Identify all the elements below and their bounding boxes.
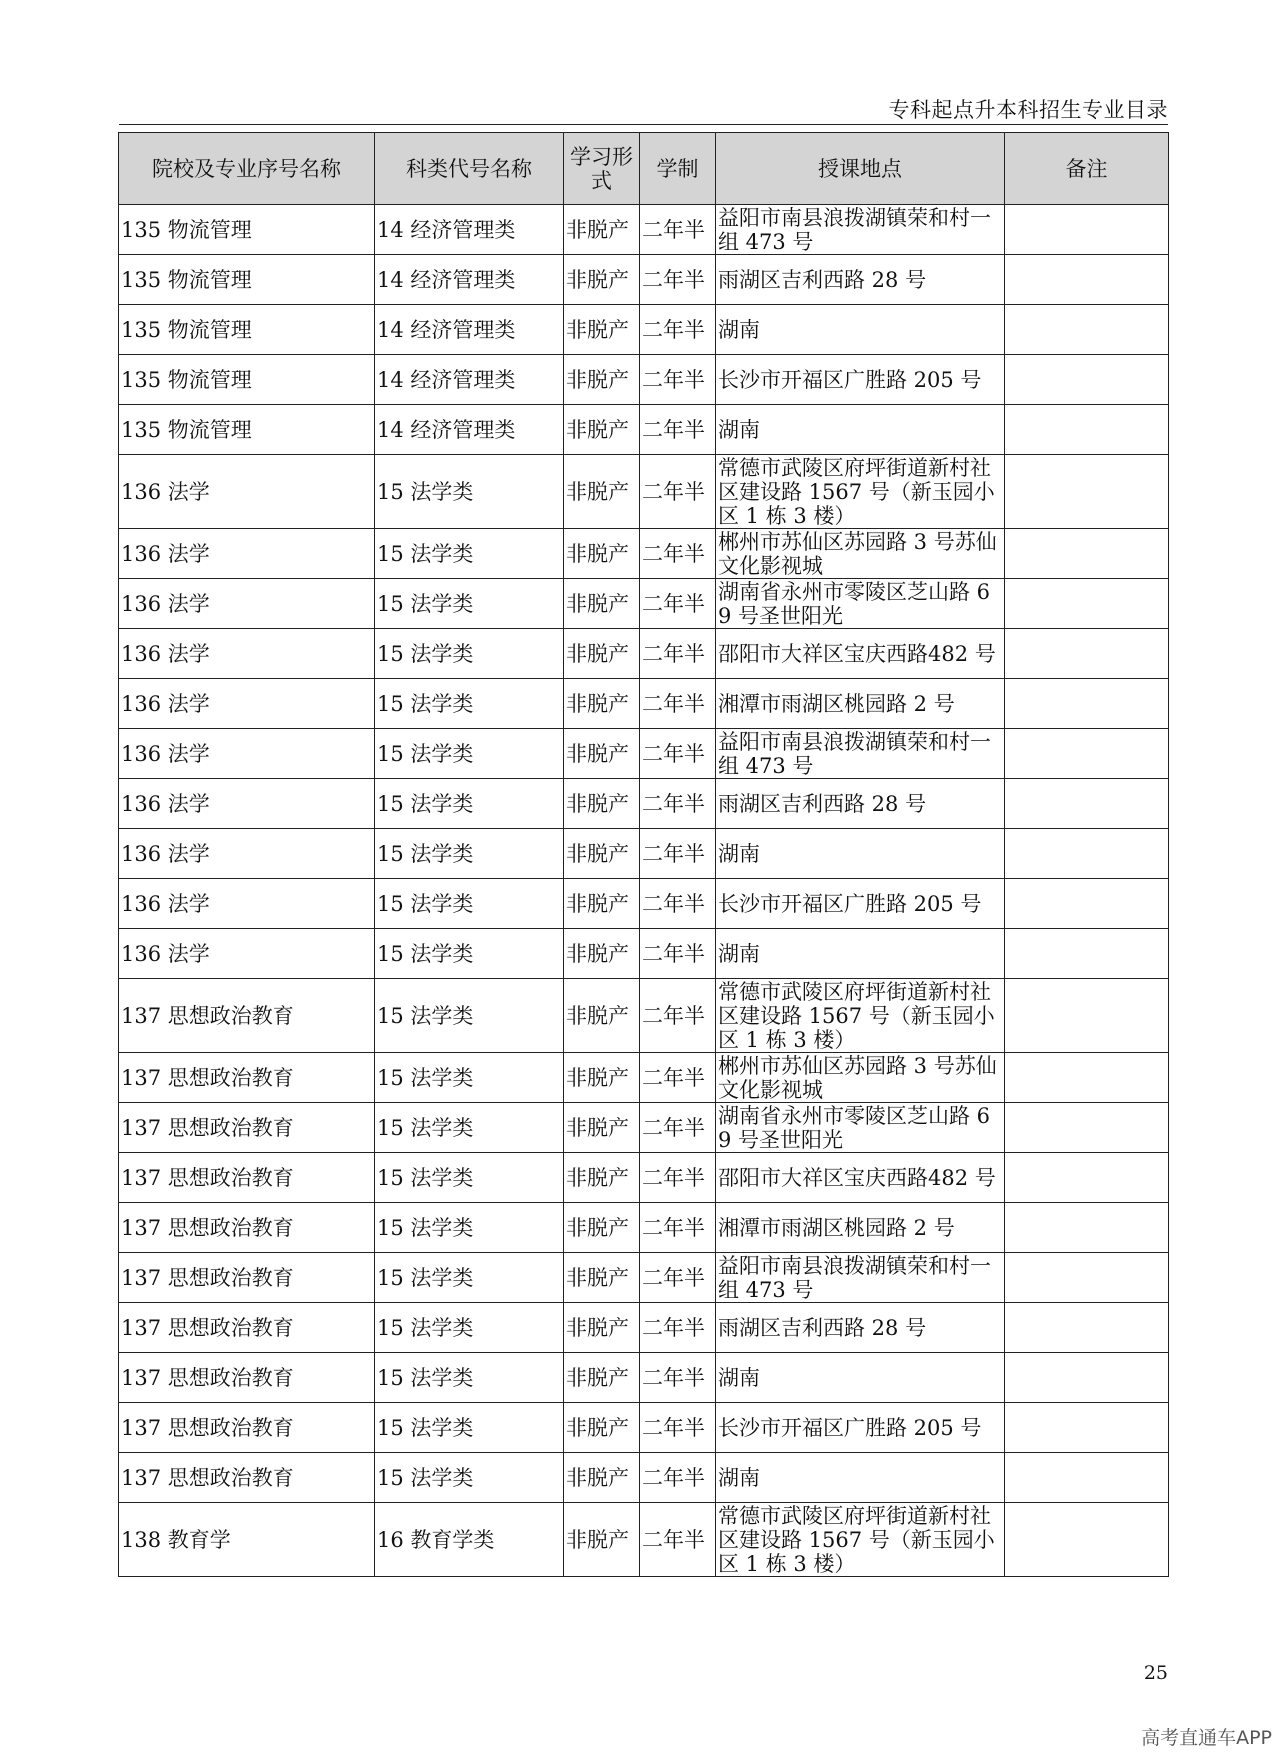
cell-study-form: 非脱产 xyxy=(564,1053,640,1103)
cell-notes xyxy=(1005,979,1169,1053)
cell-category: 15 法学类 xyxy=(375,1303,564,1353)
cell-notes xyxy=(1005,305,1169,355)
cell-duration: 二年半 xyxy=(640,579,716,629)
cell-notes xyxy=(1005,879,1169,929)
column-header-major: 院校及专业序号名称 xyxy=(119,133,375,205)
table-row xyxy=(119,779,1169,829)
cell-duration: 二年半 xyxy=(640,829,716,879)
cell-study-form: 非脱产 xyxy=(564,1153,640,1203)
cell-location: 郴州市苏仙区苏园路 3 号苏仙文化影视城 xyxy=(716,1053,1005,1103)
cell-category: 15 法学类 xyxy=(375,1103,564,1153)
cell-notes xyxy=(1005,1353,1169,1403)
cell-location: 郴州市苏仙区苏园路 3 号苏仙文化影视城 xyxy=(716,529,1005,579)
cell-duration: 二年半 xyxy=(640,1403,716,1453)
cell-major: 137 思想政治教育 xyxy=(119,1453,375,1503)
cell-study-form: 非脱产 xyxy=(564,305,640,355)
cell-notes xyxy=(1005,1103,1169,1153)
cell-notes xyxy=(1005,779,1169,829)
cell-location: 湖南 xyxy=(716,305,1005,355)
cell-study-form: 非脱产 xyxy=(564,929,640,979)
cell-major: 137 思想政治教育 xyxy=(119,1353,375,1403)
cell-category: 15 法学类 xyxy=(375,455,564,529)
table-row xyxy=(119,1153,1169,1203)
table-row xyxy=(119,629,1169,679)
cell-category: 15 法学类 xyxy=(375,879,564,929)
cell-notes xyxy=(1005,1303,1169,1353)
cell-location: 常德市武陵区府坪街道新村社区建设路 1567 号（新玉园小区 1 栋 3 楼） xyxy=(716,979,1005,1053)
cell-notes xyxy=(1005,1053,1169,1103)
cell-category: 14 经济管理类 xyxy=(375,355,564,405)
cell-study-form: 非脱产 xyxy=(564,579,640,629)
cell-category: 15 法学类 xyxy=(375,779,564,829)
cell-location: 湖南省永州市零陵区芝山路 69 号圣世阳光 xyxy=(716,1103,1005,1153)
column-header-study-form: 学习形式 xyxy=(564,133,640,205)
cell-location: 湖南 xyxy=(716,1353,1005,1403)
cell-major: 136 法学 xyxy=(119,529,375,579)
cell-category: 15 法学类 xyxy=(375,579,564,629)
cell-notes xyxy=(1005,1203,1169,1253)
cell-duration: 二年半 xyxy=(640,455,716,529)
cell-study-form: 非脱产 xyxy=(564,1203,640,1253)
cell-category: 14 经济管理类 xyxy=(375,205,564,255)
cell-duration: 二年半 xyxy=(640,729,716,779)
cell-category: 15 法学类 xyxy=(375,679,564,729)
cell-study-form: 非脱产 xyxy=(564,979,640,1053)
cell-category: 15 法学类 xyxy=(375,1353,564,1403)
cell-major: 137 思想政治教育 xyxy=(119,1103,375,1153)
cell-notes xyxy=(1005,929,1169,979)
cell-duration: 二年半 xyxy=(640,355,716,405)
cell-notes xyxy=(1005,455,1169,529)
cell-location: 湖南 xyxy=(716,929,1005,979)
cell-duration: 二年半 xyxy=(640,879,716,929)
cell-study-form: 非脱产 xyxy=(564,455,640,529)
cell-category: 15 法学类 xyxy=(375,1403,564,1453)
cell-category: 15 法学类 xyxy=(375,929,564,979)
cell-study-form: 非脱产 xyxy=(564,1353,640,1403)
table-row xyxy=(119,405,1169,455)
cell-category: 15 法学类 xyxy=(375,629,564,679)
table-row xyxy=(119,1253,1169,1303)
cell-location: 长沙市开福区广胜路 205 号 xyxy=(716,355,1005,405)
cell-major: 136 法学 xyxy=(119,729,375,779)
cell-study-form: 非脱产 xyxy=(564,629,640,679)
table-body xyxy=(119,205,1169,1577)
cell-category: 15 法学类 xyxy=(375,529,564,579)
column-header-notes: 备注 xyxy=(1005,133,1169,205)
watermark-text: 高考直通车APP xyxy=(1141,1727,1272,1749)
cell-location: 常德市武陵区府坪街道新村社区建设路 1567 号（新玉园小区 1 栋 3 楼） xyxy=(716,455,1005,529)
cell-notes xyxy=(1005,629,1169,679)
cell-location: 益阳市南县浪拨湖镇荣和村一组 473 号 xyxy=(716,729,1005,779)
cell-notes xyxy=(1005,1153,1169,1203)
cell-location: 长沙市开福区广胜路 205 号 xyxy=(716,879,1005,929)
cell-study-form: 非脱产 xyxy=(564,205,640,255)
cell-category: 16 教育学类 xyxy=(375,1503,564,1577)
cell-major: 135 物流管理 xyxy=(119,305,375,355)
cell-duration: 二年半 xyxy=(640,1253,716,1303)
cell-major: 136 法学 xyxy=(119,829,375,879)
cell-major: 136 法学 xyxy=(119,679,375,729)
cell-category: 14 经济管理类 xyxy=(375,305,564,355)
cell-duration: 二年半 xyxy=(640,529,716,579)
cell-location: 长沙市开福区广胜路 205 号 xyxy=(716,1403,1005,1453)
table-row xyxy=(119,1053,1169,1103)
cell-study-form: 非脱产 xyxy=(564,1503,640,1577)
cell-category: 15 法学类 xyxy=(375,1253,564,1303)
cell-study-form: 非脱产 xyxy=(564,355,640,405)
cell-duration: 二年半 xyxy=(640,205,716,255)
table-row xyxy=(119,1453,1169,1503)
cell-location: 湘潭市雨湖区桃园路 2 号 xyxy=(716,679,1005,729)
cell-study-form: 非脱产 xyxy=(564,1303,640,1353)
cell-location: 邵阳市大祥区宝庆西路482 号 xyxy=(716,1153,1005,1203)
cell-study-form: 非脱产 xyxy=(564,829,640,879)
cell-major: 137 思想政治教育 xyxy=(119,1403,375,1453)
table-row xyxy=(119,205,1169,255)
cell-study-form: 非脱产 xyxy=(564,1453,640,1503)
cell-category: 15 法学类 xyxy=(375,979,564,1053)
cell-major: 136 法学 xyxy=(119,879,375,929)
cell-major: 136 法学 xyxy=(119,629,375,679)
cell-duration: 二年半 xyxy=(640,1203,716,1253)
cell-notes xyxy=(1005,829,1169,879)
table-header-row xyxy=(119,133,1169,205)
cell-location: 雨湖区吉利西路 28 号 xyxy=(716,255,1005,305)
page-number: 25 xyxy=(1143,1662,1168,1684)
table-row xyxy=(119,579,1169,629)
table-row xyxy=(119,829,1169,879)
cell-duration: 二年半 xyxy=(640,1053,716,1103)
cell-major: 137 思想政治教育 xyxy=(119,1153,375,1203)
cell-major: 137 思想政治教育 xyxy=(119,1053,375,1103)
cell-major: 135 物流管理 xyxy=(119,255,375,305)
table-row xyxy=(119,1303,1169,1353)
cell-major: 135 物流管理 xyxy=(119,405,375,455)
header-rule xyxy=(119,124,1168,125)
cell-category: 15 法学类 xyxy=(375,1153,564,1203)
table-row xyxy=(119,1103,1169,1153)
cell-location: 湖南省永州市零陵区芝山路 69 号圣世阳光 xyxy=(716,579,1005,629)
cell-location: 常德市武陵区府坪街道新村社区建设路 1567 号（新玉园小区 1 栋 3 楼） xyxy=(716,1503,1005,1577)
cell-duration: 二年半 xyxy=(640,1353,716,1403)
cell-duration: 二年半 xyxy=(640,779,716,829)
cell-notes xyxy=(1005,205,1169,255)
cell-duration: 二年半 xyxy=(640,1503,716,1577)
column-header-location: 授课地点 xyxy=(716,133,1005,205)
cell-notes xyxy=(1005,1253,1169,1303)
cell-major: 136 法学 xyxy=(119,929,375,979)
cell-notes xyxy=(1005,405,1169,455)
cell-notes xyxy=(1005,729,1169,779)
table-row xyxy=(119,1503,1169,1577)
cell-study-form: 非脱产 xyxy=(564,779,640,829)
table-header xyxy=(119,133,1169,205)
cell-location: 雨湖区吉利西路 28 号 xyxy=(716,1303,1005,1353)
cell-category: 15 法学类 xyxy=(375,1453,564,1503)
column-header-category: 科类代号名称 xyxy=(375,133,564,205)
cell-duration: 二年半 xyxy=(640,679,716,729)
cell-study-form: 非脱产 xyxy=(564,1253,640,1303)
cell-study-form: 非脱产 xyxy=(564,679,640,729)
cell-major: 136 法学 xyxy=(119,779,375,829)
table-row xyxy=(119,1203,1169,1253)
cell-major: 137 思想政治教育 xyxy=(119,1203,375,1253)
cell-category: 15 法学类 xyxy=(375,1203,564,1253)
cell-location: 雨湖区吉利西路 28 号 xyxy=(716,779,1005,829)
cell-location: 湖南 xyxy=(716,405,1005,455)
cell-category: 15 法学类 xyxy=(375,829,564,879)
table-row xyxy=(119,529,1169,579)
table-row xyxy=(119,879,1169,929)
table-row xyxy=(119,1353,1169,1403)
cell-category: 14 经济管理类 xyxy=(375,255,564,305)
table-row xyxy=(119,979,1169,1053)
program-catalog-table xyxy=(118,132,1169,1577)
cell-study-form: 非脱产 xyxy=(564,1403,640,1453)
page-header-title: 专科起点升本科招生专业目录 xyxy=(888,98,1168,122)
cell-category: 14 经济管理类 xyxy=(375,405,564,455)
table-row xyxy=(119,1403,1169,1453)
cell-location: 湖南 xyxy=(716,829,1005,879)
column-header-duration: 学制 xyxy=(640,133,716,205)
cell-notes xyxy=(1005,1453,1169,1503)
cell-duration: 二年半 xyxy=(640,929,716,979)
cell-location: 湖南 xyxy=(716,1453,1005,1503)
cell-duration: 二年半 xyxy=(640,405,716,455)
cell-notes xyxy=(1005,579,1169,629)
cell-duration: 二年半 xyxy=(640,1453,716,1503)
table-row xyxy=(119,929,1169,979)
cell-study-form: 非脱产 xyxy=(564,255,640,305)
cell-major: 137 思想政治教育 xyxy=(119,1303,375,1353)
cell-location: 益阳市南县浪拨湖镇荣和村一组 473 号 xyxy=(716,205,1005,255)
cell-notes xyxy=(1005,679,1169,729)
cell-study-form: 非脱产 xyxy=(564,879,640,929)
cell-major: 136 法学 xyxy=(119,455,375,529)
table-row xyxy=(119,679,1169,729)
cell-study-form: 非脱产 xyxy=(564,1103,640,1153)
cell-study-form: 非脱产 xyxy=(564,729,640,779)
cell-duration: 二年半 xyxy=(640,255,716,305)
cell-notes xyxy=(1005,255,1169,305)
cell-duration: 二年半 xyxy=(640,1303,716,1353)
cell-category: 15 法学类 xyxy=(375,1053,564,1103)
cell-category: 15 法学类 xyxy=(375,729,564,779)
cell-notes xyxy=(1005,1503,1169,1577)
cell-major: 136 法学 xyxy=(119,579,375,629)
cell-major: 137 思想政治教育 xyxy=(119,979,375,1053)
cell-duration: 二年半 xyxy=(640,1103,716,1153)
cell-duration: 二年半 xyxy=(640,979,716,1053)
cell-duration: 二年半 xyxy=(640,305,716,355)
cell-major: 135 物流管理 xyxy=(119,355,375,405)
table-row xyxy=(119,255,1169,305)
table-row xyxy=(119,455,1169,529)
cell-major: 137 思想政治教育 xyxy=(119,1253,375,1303)
cell-study-form: 非脱产 xyxy=(564,529,640,579)
cell-location: 湘潭市雨湖区桃园路 2 号 xyxy=(716,1203,1005,1253)
cell-major: 138 教育学 xyxy=(119,1503,375,1577)
cell-duration: 二年半 xyxy=(640,1153,716,1203)
cell-notes xyxy=(1005,529,1169,579)
cell-location: 益阳市南县浪拨湖镇荣和村一组 473 号 xyxy=(716,1253,1005,1303)
cell-notes xyxy=(1005,1403,1169,1453)
table-row xyxy=(119,355,1169,405)
cell-location: 邵阳市大祥区宝庆西路482 号 xyxy=(716,629,1005,679)
table-row xyxy=(119,729,1169,779)
cell-notes xyxy=(1005,355,1169,405)
table-row xyxy=(119,305,1169,355)
cell-duration: 二年半 xyxy=(640,629,716,679)
cell-major: 135 物流管理 xyxy=(119,205,375,255)
cell-study-form: 非脱产 xyxy=(564,405,640,455)
